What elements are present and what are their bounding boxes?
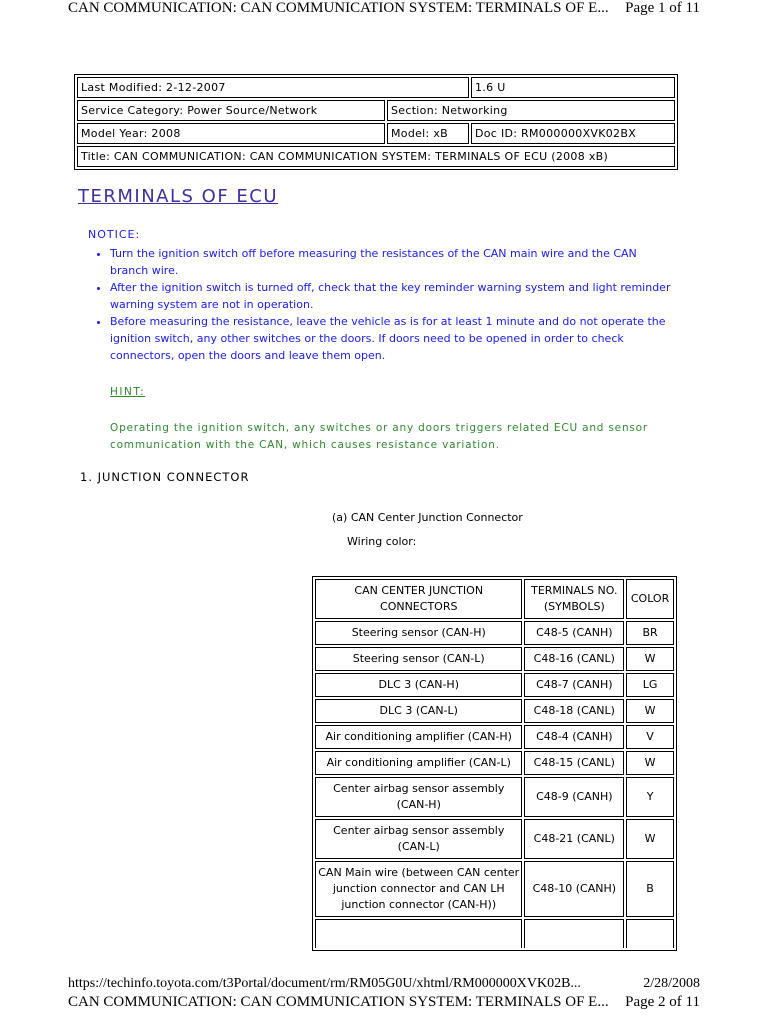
notice-block	[88, 226, 678, 364]
print-footer	[68, 976, 700, 992]
connector-name-cell	[315, 919, 522, 948]
connector-name-cell: Steering sensor (CAN-H)	[315, 621, 522, 645]
terminal-cell: C48-4 (CANH)	[524, 725, 624, 749]
model-year-cell: Model Year: 2008	[77, 123, 385, 144]
hint-block	[110, 384, 670, 454]
notice-item: • Turn the ignition switch off before measuring the resistances of the CAN main wire and the CAN branch wire.	[110, 245, 678, 279]
connector-name-cell: CAN Main wire (between CAN center junction connector and CAN LH junction connector (CAN-H))	[315, 861, 522, 917]
wire-color-cell: W	[626, 819, 674, 859]
title-cell: Title: CAN COMMUNICATION: CAN COMMUNICATION SYSTEM: TERMINALS OF ECU (2008 xB)	[77, 146, 675, 167]
table-row	[315, 621, 674, 645]
table-row	[315, 647, 674, 671]
wire-color-cell: W	[626, 751, 674, 775]
connector-name-cell: DLC 3 (CAN-L)	[315, 699, 522, 723]
sub-heading: (a) CAN Center Junction Connector	[332, 511, 523, 524]
terminal-cell: C48-16 (CANL)	[524, 647, 624, 671]
wire-color-cell: W	[626, 647, 674, 671]
wire-color-cell: LG	[626, 673, 674, 697]
wire-color-cell: V	[626, 725, 674, 749]
terminal-cell: C48-9 (CANH)	[524, 777, 624, 817]
connector-name-cell: Center airbag sensor assembly (CAN-H)	[315, 777, 522, 817]
table-row	[315, 751, 674, 775]
section-cell: Section: Networking	[387, 100, 675, 121]
terminal-cell: C48-10 (CANH)	[524, 861, 624, 917]
print-header-title: CAN COMMUNICATION: CAN COMMUNICATION SYSTEM: TERMINALS OF E...	[68, 0, 609, 16]
next-page-title: CAN COMMUNICATION: CAN COMMUNICATION SYSTEM: TERMINALS OF E...	[68, 994, 609, 1010]
notice-item: • Before measuring the resistance, leave the vehicle as is for at least 1 minute and do not operate the ignition switch, any other switches or the doors. If doors need to be opened in order to check connectors, open the doors and leave them open.	[110, 313, 678, 364]
wire-color-cell: BR	[626, 621, 674, 645]
terminal-cell: C48-5 (CANH)	[524, 621, 624, 645]
wire-color-cell: W	[626, 699, 674, 723]
column-header-terminals: TERMINALS NO. (SYMBOLS)	[524, 579, 624, 619]
wire-color-cell	[626, 919, 674, 948]
column-header-color: COLOR	[626, 579, 674, 619]
terminal-cell: C48-18 (CANL)	[524, 699, 624, 723]
wire-color-cell: Y	[626, 777, 674, 817]
table-row	[315, 861, 674, 917]
table-row-continued	[315, 919, 674, 948]
connector-name-cell: Air conditioning amplifier (CAN-L)	[315, 751, 522, 775]
column-header-connectors: CAN CENTER JUNCTION CONNECTORS	[315, 579, 522, 619]
terminal-cell	[524, 919, 624, 948]
table-header-row	[315, 579, 674, 619]
wiring-color-label: Wiring color:	[347, 535, 417, 548]
connector-name-cell: DLC 3 (CAN-H)	[315, 673, 522, 697]
section-heading: 1. JUNCTION CONNECTOR	[80, 470, 250, 484]
print-header	[68, 0, 700, 17]
connector-name-cell: Air conditioning amplifier (CAN-H)	[315, 725, 522, 749]
table-row	[315, 725, 674, 749]
terminal-cell: C48-21 (CANL)	[524, 819, 624, 859]
last-modified-cell: Last Modified: 2-12-2007	[77, 77, 469, 98]
document-metadata-table	[74, 74, 678, 170]
model-cell: Model: xB	[387, 123, 469, 144]
notice-list	[88, 245, 678, 364]
table-row	[315, 777, 674, 817]
table-row	[315, 819, 674, 859]
connector-name-cell: Center airbag sensor assembly (CAN-L)	[315, 819, 522, 859]
next-page-header	[68, 994, 700, 1011]
document-title: TERMINALS OF ECU	[78, 186, 279, 207]
connector-name-cell: Steering sensor (CAN-L)	[315, 647, 522, 671]
footer-date: 2/28/2008	[643, 976, 700, 991]
notice-label: NOTICE:	[88, 228, 141, 241]
notice-item: • After the ignition switch is turned off, check that the key reminder warning system and light reminder warning system are not in operation.	[110, 279, 678, 313]
doc-id-cell: Doc ID: RM000000XVK02BX	[471, 123, 675, 144]
wiring-color-table	[312, 576, 677, 951]
terminal-cell: C48-15 (CANL)	[524, 751, 624, 775]
print-header-page: Page 1 of 11	[625, 0, 700, 16]
hint-text: Operating the ignition switch, any switches or any doors triggers related ECU and sensor communication with the CAN, which causes resistance variation.	[110, 422, 649, 451]
footer-url: https://techinfo.toyota.com/t3Portal/document/rm/RM05G0U/xhtml/RM000000XVK02B...	[68, 976, 581, 991]
next-page-number: Page 2 of 11	[625, 994, 700, 1010]
wire-color-cell: B	[626, 861, 674, 917]
hint-label: HINT:	[110, 386, 146, 398]
service-category-cell: Service Category: Power Source/Network	[77, 100, 385, 121]
table-row	[315, 699, 674, 723]
table-row	[315, 673, 674, 697]
terminal-cell: C48-7 (CANH)	[524, 673, 624, 697]
engine-cell: 1.6 U	[471, 77, 675, 98]
